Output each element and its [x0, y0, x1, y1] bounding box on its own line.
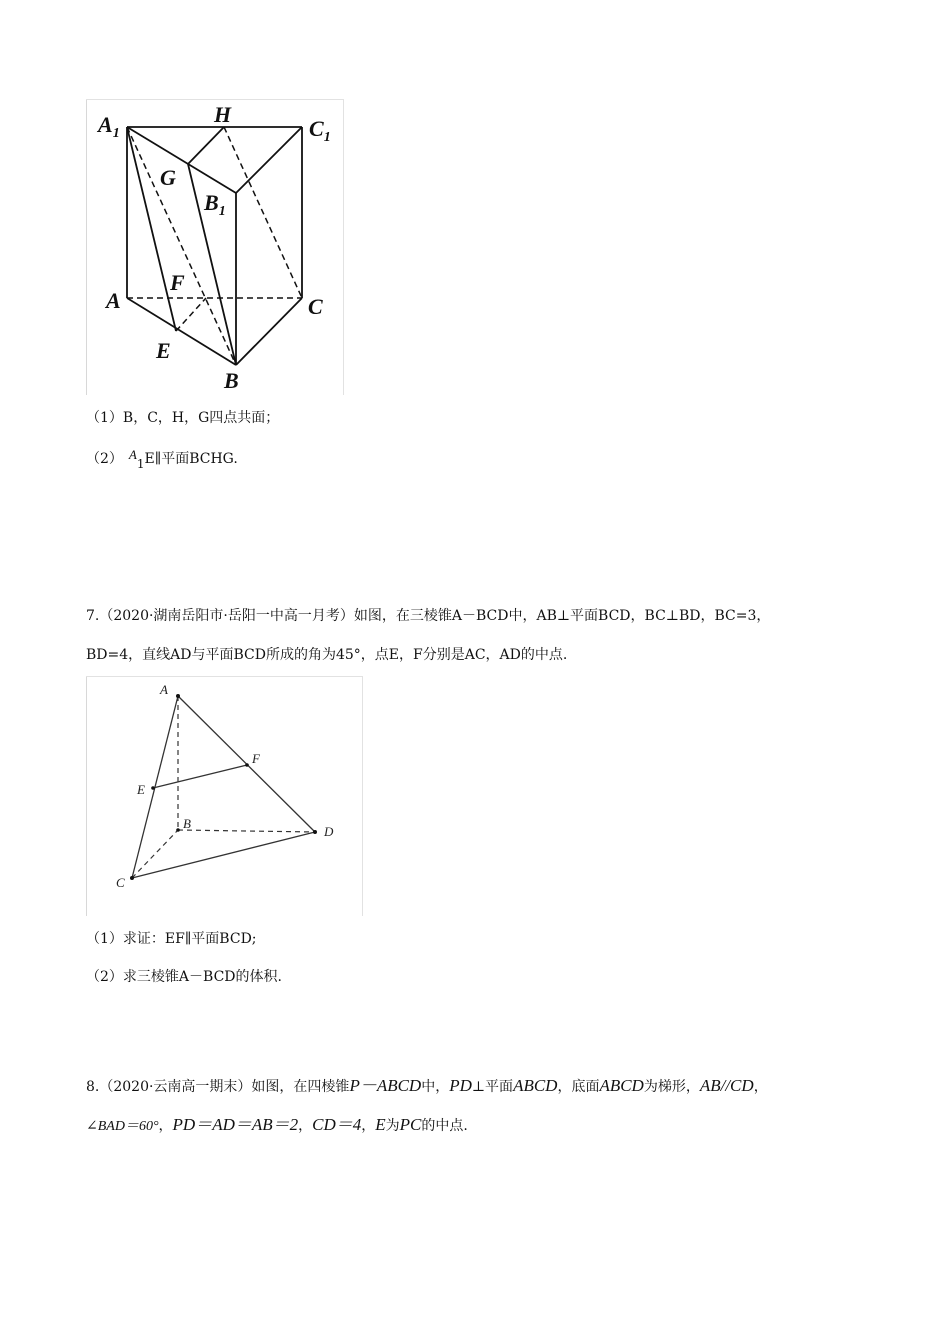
label-C: C [308, 294, 323, 319]
problem8-math: P－ABCD [349, 1076, 422, 1095]
problem8-math: AB//CD [699, 1076, 754, 1095]
label-B: B [224, 368, 239, 393]
pyramid-figure [86, 676, 363, 916]
problem8-text: 8.（2020·云南高一期末）如图，在四棱锥 [86, 1079, 350, 1095]
label-E: E [156, 338, 171, 363]
problem8-line2 [86, 1115, 468, 1137]
problem8-text: 中， [421, 1079, 450, 1095]
problem7-line1: 7.（2020·湖南岳阳市·岳阳一中高一月考）如图，在三棱锥A－BCD中，AB⊥平面BCD，BC⊥BD，BC=3， [86, 608, 771, 624]
label-G: G [160, 165, 176, 190]
problem6-q2-var: A [128, 447, 137, 462]
problem6-q2 [86, 449, 238, 469]
label-C: C [116, 875, 125, 890]
prism-diagram [86, 99, 344, 395]
label-F: F [252, 751, 260, 766]
problem6-q2-prefix: （2） [86, 451, 123, 467]
problem8-text: ，底面 [557, 1079, 600, 1095]
problem8-text: 为 [385, 1118, 400, 1134]
problem8-text: ， [298, 1118, 313, 1134]
problem7-q1: （1）求证：EF∥平面BCD; [86, 931, 257, 947]
problem8-text: 的中点. [421, 1118, 468, 1134]
label-B1: $B_1$ [204, 190, 226, 219]
label-A: A [160, 682, 168, 697]
problem6-q2-sub: 1 [136, 457, 145, 471]
problem8-text: ⊥平面 [471, 1079, 514, 1095]
problem7-q2: （2）求三棱锥A－BCD的体积. [86, 969, 282, 985]
problem7-line2: BD=4，直线AD与平面BCD所成的角为45°，点E，F分别是AC，AD的中点. [86, 647, 568, 663]
problem8-math: ∠BAD＝60° [86, 1119, 159, 1134]
problem8-math: CD＝4 [312, 1115, 362, 1134]
problem8-line1 [86, 1076, 768, 1097]
label-D: D [324, 824, 334, 839]
label-H: H [214, 102, 232, 127]
problem8-math: PC [399, 1115, 422, 1134]
problem8-math: PD [449, 1076, 472, 1095]
problem8-math: E [375, 1115, 386, 1134]
problem6-q2-rest: E∥平面BCHG. [144, 451, 238, 467]
problem8-text: ， [753, 1079, 768, 1095]
label-A1: $A_1$ [98, 112, 120, 141]
label-E: E [137, 782, 145, 797]
problem8-math: PD＝AD＝AB＝2 [172, 1115, 299, 1134]
prism-figure [86, 99, 344, 395]
label-C1: $C_1$ [309, 116, 331, 145]
problem8-math: ABCD [599, 1076, 644, 1095]
problem8-text: ， [158, 1118, 173, 1134]
problem8-text: ， [361, 1118, 376, 1134]
pyramid-diagram [86, 676, 363, 916]
label-B: B [183, 816, 191, 831]
label-F: F [170, 270, 185, 295]
problem8-math: ABCD [513, 1076, 558, 1095]
problem6-q1: （1）B，C，H，G四点共面； [86, 410, 280, 426]
problem8-text: 为梯形， [643, 1079, 700, 1095]
label-A: A [106, 288, 121, 313]
